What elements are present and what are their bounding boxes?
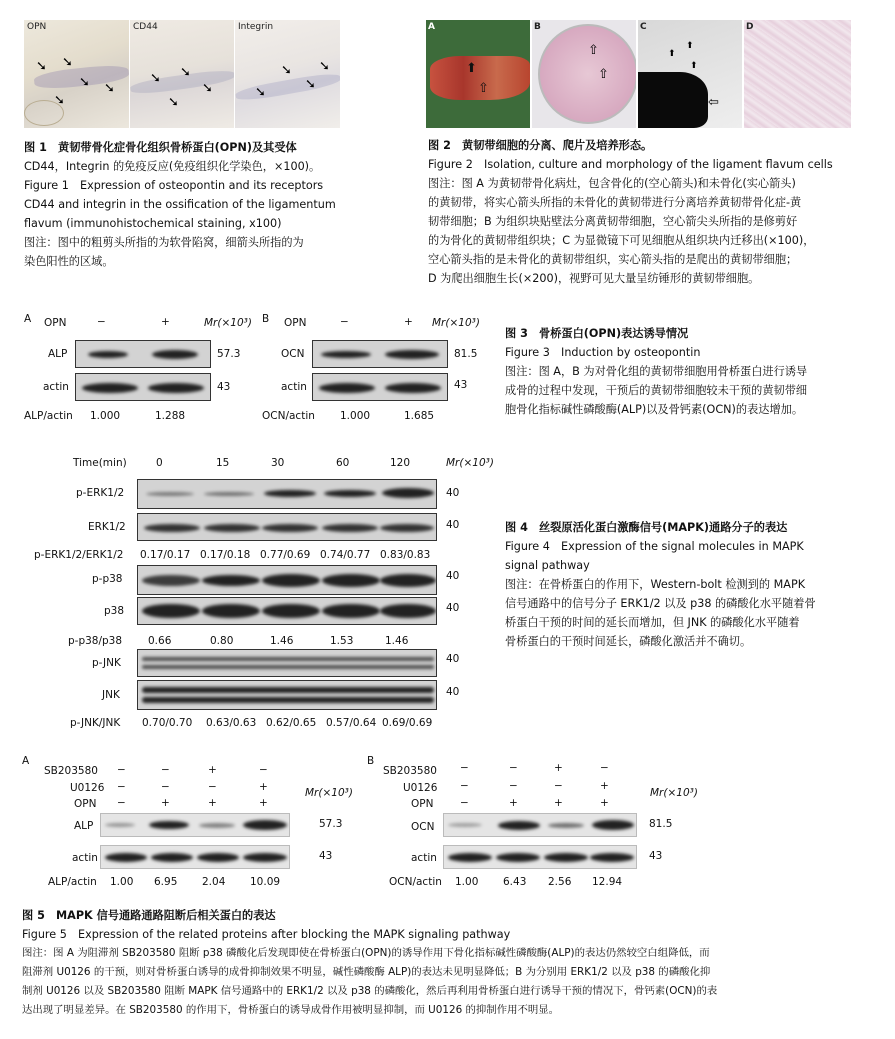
treatment-mark: − — [117, 781, 126, 793]
fig1-panel-opn — [24, 20, 129, 128]
fig2-caption-note: D 为爬出细胞生长(×200)，视野可见大量呈纺锤形的黄韧带细胞。 — [428, 272, 760, 285]
blot-row-label: ERK1/2 — [88, 521, 126, 533]
blot-row-label: OCN — [281, 348, 305, 360]
treatment-mark: − — [208, 781, 217, 793]
arrow-icon: ➘ — [255, 85, 266, 100]
solid-arrow-icon: ⬆ — [668, 49, 676, 59]
fig1-caption-line: CD44 and integrin in the ossification of the ligamentum — [24, 198, 336, 211]
treatment-mark: − — [161, 764, 170, 776]
arrow-icon: ➘ — [54, 93, 65, 108]
treatment-mark: + — [259, 781, 268, 793]
fig2-panel-letter: B — [534, 22, 541, 32]
fig4-caption-note: 信号通路中的信号分子 ERK1/2 以及 p38 的磷酸化水平随着骨 — [505, 597, 816, 610]
ratio-value: 0.66 — [148, 635, 172, 647]
band — [199, 823, 235, 828]
band — [151, 853, 193, 862]
time-value: 120 — [390, 457, 411, 469]
fig3-panel-b — [262, 313, 507, 423]
blot-p-p38 — [137, 565, 437, 595]
solid-arrow-icon: ⬆ — [466, 61, 477, 76]
mr-label: Mr(×10³) — [204, 317, 252, 329]
treatment-mark: − — [460, 780, 469, 792]
arrow-icon: ➘ — [36, 59, 47, 74]
band — [82, 383, 138, 393]
blot-p-jnk — [137, 649, 437, 677]
arrow-icon: ➘ — [180, 65, 191, 80]
ratio-label: p-p38/p38 — [68, 635, 123, 647]
blot-row-label: actin — [72, 852, 98, 864]
fig1-panel-label: CD44 — [133, 22, 158, 32]
treatment-mark: − — [161, 781, 170, 793]
band — [142, 575, 200, 586]
blot-row-label: ALP — [48, 348, 68, 360]
ratio-value: 1.46 — [270, 635, 294, 647]
band — [243, 820, 287, 830]
ratio-value: 0.69/0.69 — [382, 717, 433, 729]
fig2-panel-a — [426, 20, 530, 128]
culture-dish — [538, 24, 636, 124]
blot-erk — [137, 513, 437, 541]
mw-marker: 40 — [446, 602, 460, 614]
band — [322, 574, 380, 587]
ratio-value: 1.00 — [455, 876, 479, 888]
hollow-arrow-icon: ⇦ — [708, 95, 719, 110]
fig1-caption-line: flavum (immunohistochemical staining, x100) — [24, 217, 282, 230]
fig3-caption-title-en: Figure 3 Induction by osteopontin — [505, 346, 701, 359]
band — [548, 823, 584, 828]
fig2-caption-title-en: Figure 2 Isolation, culture and morphology of the ligament flavum cells — [428, 158, 833, 171]
fig1-caption-note: 染色阳性的区域。 — [24, 255, 114, 268]
ratio-value: 0.74/0.77 — [320, 549, 371, 561]
mw-marker: 43 — [319, 850, 333, 862]
treatment-mark: − — [259, 764, 268, 776]
ratio-label: OCN/actin — [389, 876, 442, 888]
treatment-mark: + — [161, 797, 170, 809]
band — [544, 853, 588, 862]
fig5-caption-title-en: Figure 5 Expression of the related proteins after blocking the MAPK signaling pathway — [22, 928, 511, 941]
ratio-value: 0.70/0.70 — [142, 717, 193, 729]
treatment-label: SB203580 — [44, 765, 98, 777]
ratio-value: 0.80 — [210, 635, 234, 647]
treatment-label: U0126 — [403, 782, 438, 794]
mw-marker: 43 — [217, 381, 231, 393]
mw-marker: 40 — [446, 653, 460, 665]
arrow-icon: ➘ — [202, 81, 213, 96]
ratio-value: 1.00 — [110, 876, 134, 888]
ratio-value: 1.685 — [404, 410, 435, 422]
band — [142, 657, 434, 661]
blot-jnk — [137, 680, 437, 710]
arrow-icon: ➘ — [104, 81, 115, 96]
blot-row-label: p-ERK1/2 — [76, 487, 125, 499]
treatment-mark: + — [509, 797, 518, 809]
blot-ocn — [312, 340, 448, 368]
band — [380, 604, 436, 618]
fig1-caption-title-en: Figure 1 Expression of osteopontin and its receptors — [24, 179, 324, 192]
blot-alp — [75, 340, 211, 368]
fig4-caption — [505, 518, 816, 651]
blot-actin — [443, 845, 637, 869]
minus-mark: − — [97, 316, 106, 328]
ratio-label: p-ERK1/2/ERK1/2 — [34, 549, 124, 561]
band — [243, 853, 287, 862]
ratio-label: ALP/actin — [48, 876, 97, 888]
fig1-panel-label: OPN — [27, 22, 47, 32]
ratio-value: 1.000 — [340, 410, 371, 422]
treatment-mark: + — [208, 797, 217, 809]
fig2-panel-letter: A — [428, 22, 435, 32]
treatment-mark: + — [600, 797, 609, 809]
band — [88, 351, 128, 358]
ratio-value: 12.94 — [592, 876, 623, 888]
band — [385, 350, 439, 359]
treatment-mark: + — [554, 762, 563, 774]
ratio-value: 2.56 — [548, 876, 572, 888]
band — [324, 490, 376, 497]
time-value: 30 — [271, 457, 285, 469]
mw-marker: 43 — [649, 850, 663, 862]
blot-actin — [312, 373, 448, 401]
mr-label: Mr(×10³) — [432, 317, 480, 329]
fig5-caption-note: 达出现了明显差异。在 SB203580 的作用下，骨桥蛋白的诱导成骨作用被明显抑制，而 U0126 的抑制作用不明显。 — [22, 1004, 560, 1016]
time-label: Time(min) — [73, 457, 127, 469]
treatment-label: OPN — [284, 317, 307, 329]
fig1-caption — [24, 138, 336, 271]
fig3-caption — [505, 324, 807, 419]
fig5-panel-a — [22, 755, 362, 890]
treatment-mark: − — [509, 762, 518, 774]
treatment-mark: − — [117, 797, 126, 809]
mw-marker: 81.5 — [454, 348, 478, 360]
arrow-icon: ➘ — [319, 59, 330, 74]
ratio-label: p-JNK/JNK — [70, 717, 121, 729]
mw-marker: 40 — [446, 519, 460, 531]
band — [149, 821, 189, 829]
treatment-mark: + — [554, 797, 563, 809]
fig2-caption-note: 图注：图 A 为黄韧带骨化病灶，包含骨化的(空心箭头)和未骨化(实心箭头) — [428, 177, 796, 190]
arrow-icon: ➘ — [305, 77, 316, 92]
ratio-value: 6.95 — [154, 876, 178, 888]
ratio-label: ALP/actin — [24, 410, 73, 422]
treatment-mark: − — [600, 762, 609, 774]
ratio-value: 1.288 — [155, 410, 186, 422]
treatment-mark: + — [259, 797, 268, 809]
band — [498, 821, 540, 830]
ratio-value: 10.09 — [250, 876, 281, 888]
mw-marker: 81.5 — [649, 818, 673, 830]
band — [142, 687, 434, 693]
treatment-label: OPN — [44, 317, 67, 329]
figure-4 — [30, 455, 500, 735]
fig5-caption-note: 图注：图 A 为阻滞剂 SB203580 阻断 p38 磷酸化后发现即使在骨桥蛋白(OPN)的诱导作用下骨化指标碱性磷酸酶(ALP)的表达仍然较空白组降低，而 — [22, 947, 710, 959]
panel-letter: B — [367, 755, 375, 767]
ratio-value: 0.63/0.63 — [206, 717, 257, 729]
blot-row-label: OCN — [411, 821, 435, 833]
time-value: 0 — [156, 457, 163, 469]
ratio-value: 1.000 — [90, 410, 121, 422]
fig2-caption-note: 的为骨化的黄韧带组织块；C 为显微镜下可见细胞从组织块内迁移出(×100)， — [428, 234, 815, 247]
fig2-panel-letter: C — [640, 22, 647, 32]
band — [448, 853, 492, 862]
band — [202, 604, 260, 618]
band — [105, 823, 135, 827]
band — [382, 488, 434, 498]
fig3-caption-note: 成骨的过程中发现，干预后的黄韧带细胞较未干预的黄韧带细 — [505, 384, 808, 397]
band — [380, 524, 434, 532]
ratio-value: 0.77/0.69 — [260, 549, 311, 561]
blot-row-label: p38 — [104, 605, 125, 617]
band — [262, 524, 318, 532]
arrow-icon: ➘ — [62, 55, 73, 70]
treatment-mark: − — [460, 762, 469, 774]
band — [321, 351, 371, 358]
blot-row-label: ALP — [74, 820, 94, 832]
band — [319, 383, 375, 393]
treatment-mark: − — [117, 764, 126, 776]
blot-actin — [75, 373, 211, 401]
blot-row-label: JNK — [102, 689, 120, 701]
blot-alp — [100, 813, 290, 837]
mw-marker: 43 — [454, 379, 468, 391]
blot-row-label: actin — [411, 852, 437, 864]
ratio-value: 6.43 — [503, 876, 527, 888]
mw-marker: 57.3 — [217, 348, 241, 360]
fig3-caption-note: 图注：图 A，B 为对骨化组的黄韧带细胞用骨桥蛋白进行诱导 — [505, 365, 808, 378]
treatment-mark: − — [460, 797, 469, 809]
mw-marker: 40 — [446, 487, 460, 499]
fig3-panel-a — [24, 313, 264, 423]
treatment-mark: + — [600, 780, 609, 792]
arrow-icon: ➘ — [150, 71, 161, 86]
blot-row-label: p-p38 — [92, 573, 123, 585]
band — [142, 697, 434, 703]
band — [262, 604, 320, 618]
mw-marker: 40 — [446, 570, 460, 582]
fig2-caption — [428, 136, 833, 288]
band — [146, 492, 194, 496]
fig2-panel-c — [638, 20, 742, 128]
solid-arrow-icon: ⬆ — [690, 61, 698, 71]
ratio-value: 0.17/0.17 — [140, 549, 191, 561]
mr-label: Mr(×10³) — [446, 457, 494, 469]
fig2-caption-title: 图 2 黄韧带细胞的分离、爬片及培养形态。 — [428, 139, 653, 152]
panel-letter: A — [22, 755, 30, 767]
ratio-value: 0.57/0.64 — [326, 717, 377, 729]
treatment-label: OPN — [411, 798, 434, 810]
arrow-icon: ➘ — [79, 75, 90, 90]
fig3-caption-title: 图 3 骨桥蛋白(OPN)表达诱导情况 — [505, 327, 689, 340]
blot-row-label: p-JNK — [92, 657, 121, 669]
fig1-panel-integrin — [234, 20, 340, 128]
fig4-caption-note: 图注：在骨桥蛋白的作用下，Western-bolt 检测到的 MAPK — [505, 578, 806, 591]
band — [592, 820, 634, 830]
band — [197, 853, 239, 862]
fig2-caption-note: 的黄韧带，将实心箭头所指的未骨化的黄韧带进行分离培养黄韧带骨化症-黄 — [428, 196, 802, 209]
band — [496, 853, 540, 862]
fig4-caption-note: 骨桥蛋白的干预时间延长，磷酸化激活并不确切。 — [505, 635, 752, 648]
band — [590, 853, 634, 862]
treatment-label: SB203580 — [383, 765, 437, 777]
band — [144, 524, 200, 532]
band — [142, 604, 200, 618]
blot-p38 — [137, 597, 437, 625]
ratio-value: 2.04 — [202, 876, 226, 888]
blot-ocn — [443, 813, 637, 837]
fig2-panel-b — [532, 20, 636, 128]
fig1-panel-cd44 — [129, 20, 234, 128]
hollow-arrow-icon: ⇧ — [478, 81, 489, 96]
panel-letter: A — [24, 313, 32, 325]
fig2-panel-d — [744, 20, 851, 128]
plus-mark: + — [404, 316, 413, 328]
arrow-icon: ➘ — [168, 95, 179, 110]
panel-letter: B — [262, 313, 270, 325]
fig2-panel-letter: D — [746, 22, 754, 32]
band — [322, 604, 380, 618]
band — [105, 853, 147, 862]
hollow-arrow-icon: ⇧ — [598, 67, 609, 82]
treatment-label: OPN — [74, 798, 97, 810]
solid-arrow-icon: ⬆ — [686, 41, 694, 51]
time-value: 60 — [336, 457, 350, 469]
treatment-mark: − — [509, 780, 518, 792]
mw-marker: 57.3 — [319, 818, 343, 830]
mr-label: Mr(×10³) — [305, 787, 353, 799]
arrow-icon: ➘ — [281, 63, 292, 78]
figure-1 — [24, 20, 340, 128]
mw-marker: 40 — [446, 686, 460, 698]
fig4-caption-title: 图 4 丝裂原活化蛋白激酶信号(MAPK)通路分子的表达 — [505, 521, 788, 534]
band — [262, 574, 320, 587]
ratio-value: 1.46 — [385, 635, 409, 647]
fig2-caption-note: 韧带细胞；B 为组织块贴壁法分离黄韧带细胞，空心箭尖头所指的是修剪好 — [428, 215, 798, 228]
band — [204, 524, 260, 532]
blot-p-erk — [137, 479, 437, 509]
ratio-value: 0.62/0.65 — [266, 717, 317, 729]
fig1-panel-label: Integrin — [238, 22, 274, 32]
fig5-caption — [22, 906, 717, 1020]
tissue-block — [638, 72, 708, 128]
band — [448, 823, 482, 827]
time-value: 15 — [216, 457, 230, 469]
fig1-caption-title: 图 1 黄韧带骨化症骨化组织骨桥蛋白(OPN)及其受体 — [24, 141, 297, 154]
fig4-caption-note: 桥蛋白干预的时间的延长而增加，但 JNK 的磷酸化水平随着 — [505, 616, 800, 629]
mr-label: Mr(×10³) — [650, 787, 698, 799]
hollow-arrow-icon: ⇧ — [588, 43, 599, 58]
band — [380, 574, 436, 587]
fig5-panel-b — [367, 755, 707, 890]
blot-actin — [100, 845, 290, 869]
band — [204, 492, 254, 496]
band — [264, 490, 316, 497]
band — [142, 665, 434, 669]
band — [385, 383, 441, 393]
fig5-caption-note: 制剂 U0126 以及 SB203580 阻断 MAPK 信号通路中的 ERK1/2 以及 p38 的磷酸化，然后再利用骨桥蛋白进行诱导干预的情况下，骨钙素(OCN)的表 — [22, 985, 718, 997]
ratio-value: 0.17/0.18 — [200, 549, 251, 561]
band — [322, 524, 378, 532]
band — [152, 350, 198, 359]
plus-mark: + — [161, 316, 170, 328]
fig5-caption-note: 阻滞剂 U0126 的干预，则对骨桥蛋白诱导的成骨抑制效果不明显，碱性磷酸酶 ALP)的表达未见明显降低；B 为分别用 ERK1/2 以及 p38 的磷酸化抑 — [22, 966, 711, 978]
fig1-caption-note: 图注：图中的粗剪头所指的为软骨陷窝，细箭头所指的为 — [24, 236, 304, 249]
minus-mark: − — [340, 316, 349, 328]
fig2-caption-note: 空心箭头指的是未骨化的黄韧带组织，实心箭头指的是爬出的黄韧带细胞； — [428, 253, 798, 266]
ratio-value: 0.83/0.83 — [380, 549, 431, 561]
treatment-label: U0126 — [70, 782, 105, 794]
treatment-mark: − — [554, 780, 563, 792]
figure-2 — [426, 20, 851, 128]
band — [202, 575, 260, 586]
blot-row-label: actin — [281, 381, 307, 393]
blot-row-label: actin — [43, 381, 69, 393]
band — [148, 383, 204, 393]
fig5-caption-title: 图 5 MAPK 信号通路通路阻断后相关蛋白的表达 — [22, 909, 276, 922]
fig1-caption-line: CD44，Integrin 的免疫反应(免疫组织化学染色，×100)。 — [24, 160, 321, 173]
fig3-caption-note: 胞骨化指标碱性磷酸酶(ALP)以及骨钙素(OCN)的表达增加。 — [505, 403, 804, 416]
fig4-caption-title-en: Figure 4 Expression of the signal molecules in MAPK — [505, 540, 804, 553]
fig4-caption-title-en: signal pathway — [505, 559, 590, 572]
ratio-value: 1.53 — [330, 635, 354, 647]
ratio-label: OCN/actin — [262, 410, 315, 422]
treatment-mark: + — [208, 764, 217, 776]
